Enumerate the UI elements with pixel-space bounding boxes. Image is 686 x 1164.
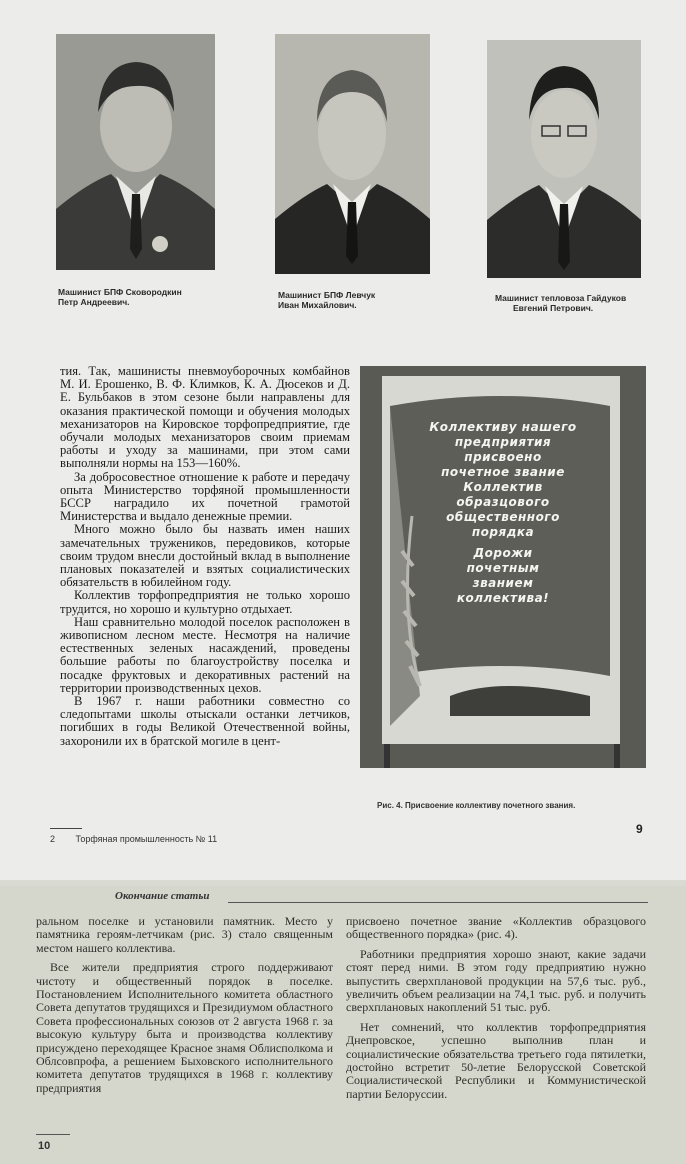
- page-number-bottom: 10: [38, 1140, 51, 1152]
- paragraph: Наш сравнительно молодой поселок расположен в живописном лесном месте. Несмотря на наличие естественных зеленых насаждений, проведены большие работы по благоустройству поселка и посадке фруктовых и декоративных растений на территории производственных цехов.: [60, 614, 350, 695]
- article-text-left-column: [60, 365, 350, 748]
- paragraph: Коллектив торфопредприятия не только хорошо трудится, но хорошо и культурно отдыхает.: [60, 588, 350, 616]
- paragraph: Работники предприятия хорошо знают, какие задачи стоят перед ними. В этом году предприятию нужно выпустить сверхплановой продукции на 57,6 тыс. руб., увеличить объем реализации на 74,1 тыс. руб. и получить сверхплановых накоплений 51 тыс. руб.: [346, 946, 646, 1015]
- caption-photo-1: Машинист БПФ Сковородкин Петр Андреевич.: [58, 287, 182, 307]
- paragraph: присвоено почетное звание «Коллектив образцового общественного порядка» (рис. 4).: [346, 914, 646, 942]
- paragraph: В 1967 г. наши работники совместно со следопытами школы отыскали останки летчиков, погибших в годы Великой Отечественной войны, захоронили их в братской могиле в цент-: [60, 694, 350, 748]
- paragraph: тия. Так, машинисты пневмоуборочных комбайнов М. И. Ерошенко, В. Ф. Климков, К. А. Дюсеков и Д. Е. Бульбаков в этом сезоне были направлены для оказания практической помощи и обучения молодых механизаторов на Кировское торфопредприятие, где обучали молодых механизаторов своим приемам работы и уходу за машинами, при этом сами выполняли нормы на 153—160%.: [60, 364, 350, 471]
- paragraph: Нет сомнений, что коллектив торфопредприятия Днепровское, успешно выполнив план и социалистические обязательства третьего года пятилетки, достойно встретит 50-летие Белорусской Советской Социалистической Республики и Коммунистической партии Белоруссии.: [346, 1019, 646, 1101]
- footnote-rule-bottom: [36, 1134, 70, 1135]
- honor-board-text: Коллективу нашего предприятия присвоено почетное звание Коллектив образцового общественного порядка Дорожи почетным званием коллектива!: [429, 420, 577, 605]
- caption-photo-2: Машинист БПФ Левчук Иван Михайлович.: [278, 290, 376, 310]
- footnote-rule: [50, 828, 82, 829]
- caption-photo-3: Машинист тепловоза Гайдуков Евгений Петрович.: [495, 293, 627, 313]
- paragraph: За добросовестное отношение к работе и передачу опыта Министерство торфяной промышленности БССР наградило их почетной грамотой Министерства и выдало денежные премии.: [60, 469, 350, 524]
- article-text-bottom-left: [36, 915, 333, 1101]
- paragraph: ральном поселке и установили памятник. Место у памятника героям-летчикам (рис. 3) стало священным местом нашего коллектива.: [36, 914, 333, 955]
- title-rule: [228, 902, 648, 903]
- journal-footer: 2 Торфяная промышленность № 11: [50, 834, 218, 844]
- portrait-photo-levchuk: [275, 34, 430, 274]
- paragraph: Все жители предприятия строго поддерживают чистоту и общественный порядок в поселке. Постановлением Исполнительного комитета областного Совета депутатов трудящихся и Президиумом областного Совета профессиональных союзов от 2 августа 1968 г. за высокую культуру быта и производства коллективу присуждено переходящее Красное знамя Облисполкома и Облсовпрофа, а решением Быховского исполнительного комитета депутатов трудящихся в 1968 г. коллективу предприятия: [36, 960, 333, 1095]
- article-text-bottom-right: [346, 915, 646, 1107]
- portrait-photo-gaidukov: [487, 40, 641, 278]
- paragraph: Много можно было бы назвать имен наших замечательных тружеников, передовиков, которые своим трудом внесли достойный вклад в выполнение плановых показателей и взятых социалистических обязательств в юбилейном году.: [60, 522, 350, 590]
- figure-caption: Рис. 4. Присвоение коллективу почетного звания.: [377, 801, 576, 810]
- page-number: 9: [636, 822, 643, 836]
- portrait-photo-skovorodkin: [56, 34, 215, 270]
- article-end-title: Окончание статьи: [115, 890, 210, 902]
